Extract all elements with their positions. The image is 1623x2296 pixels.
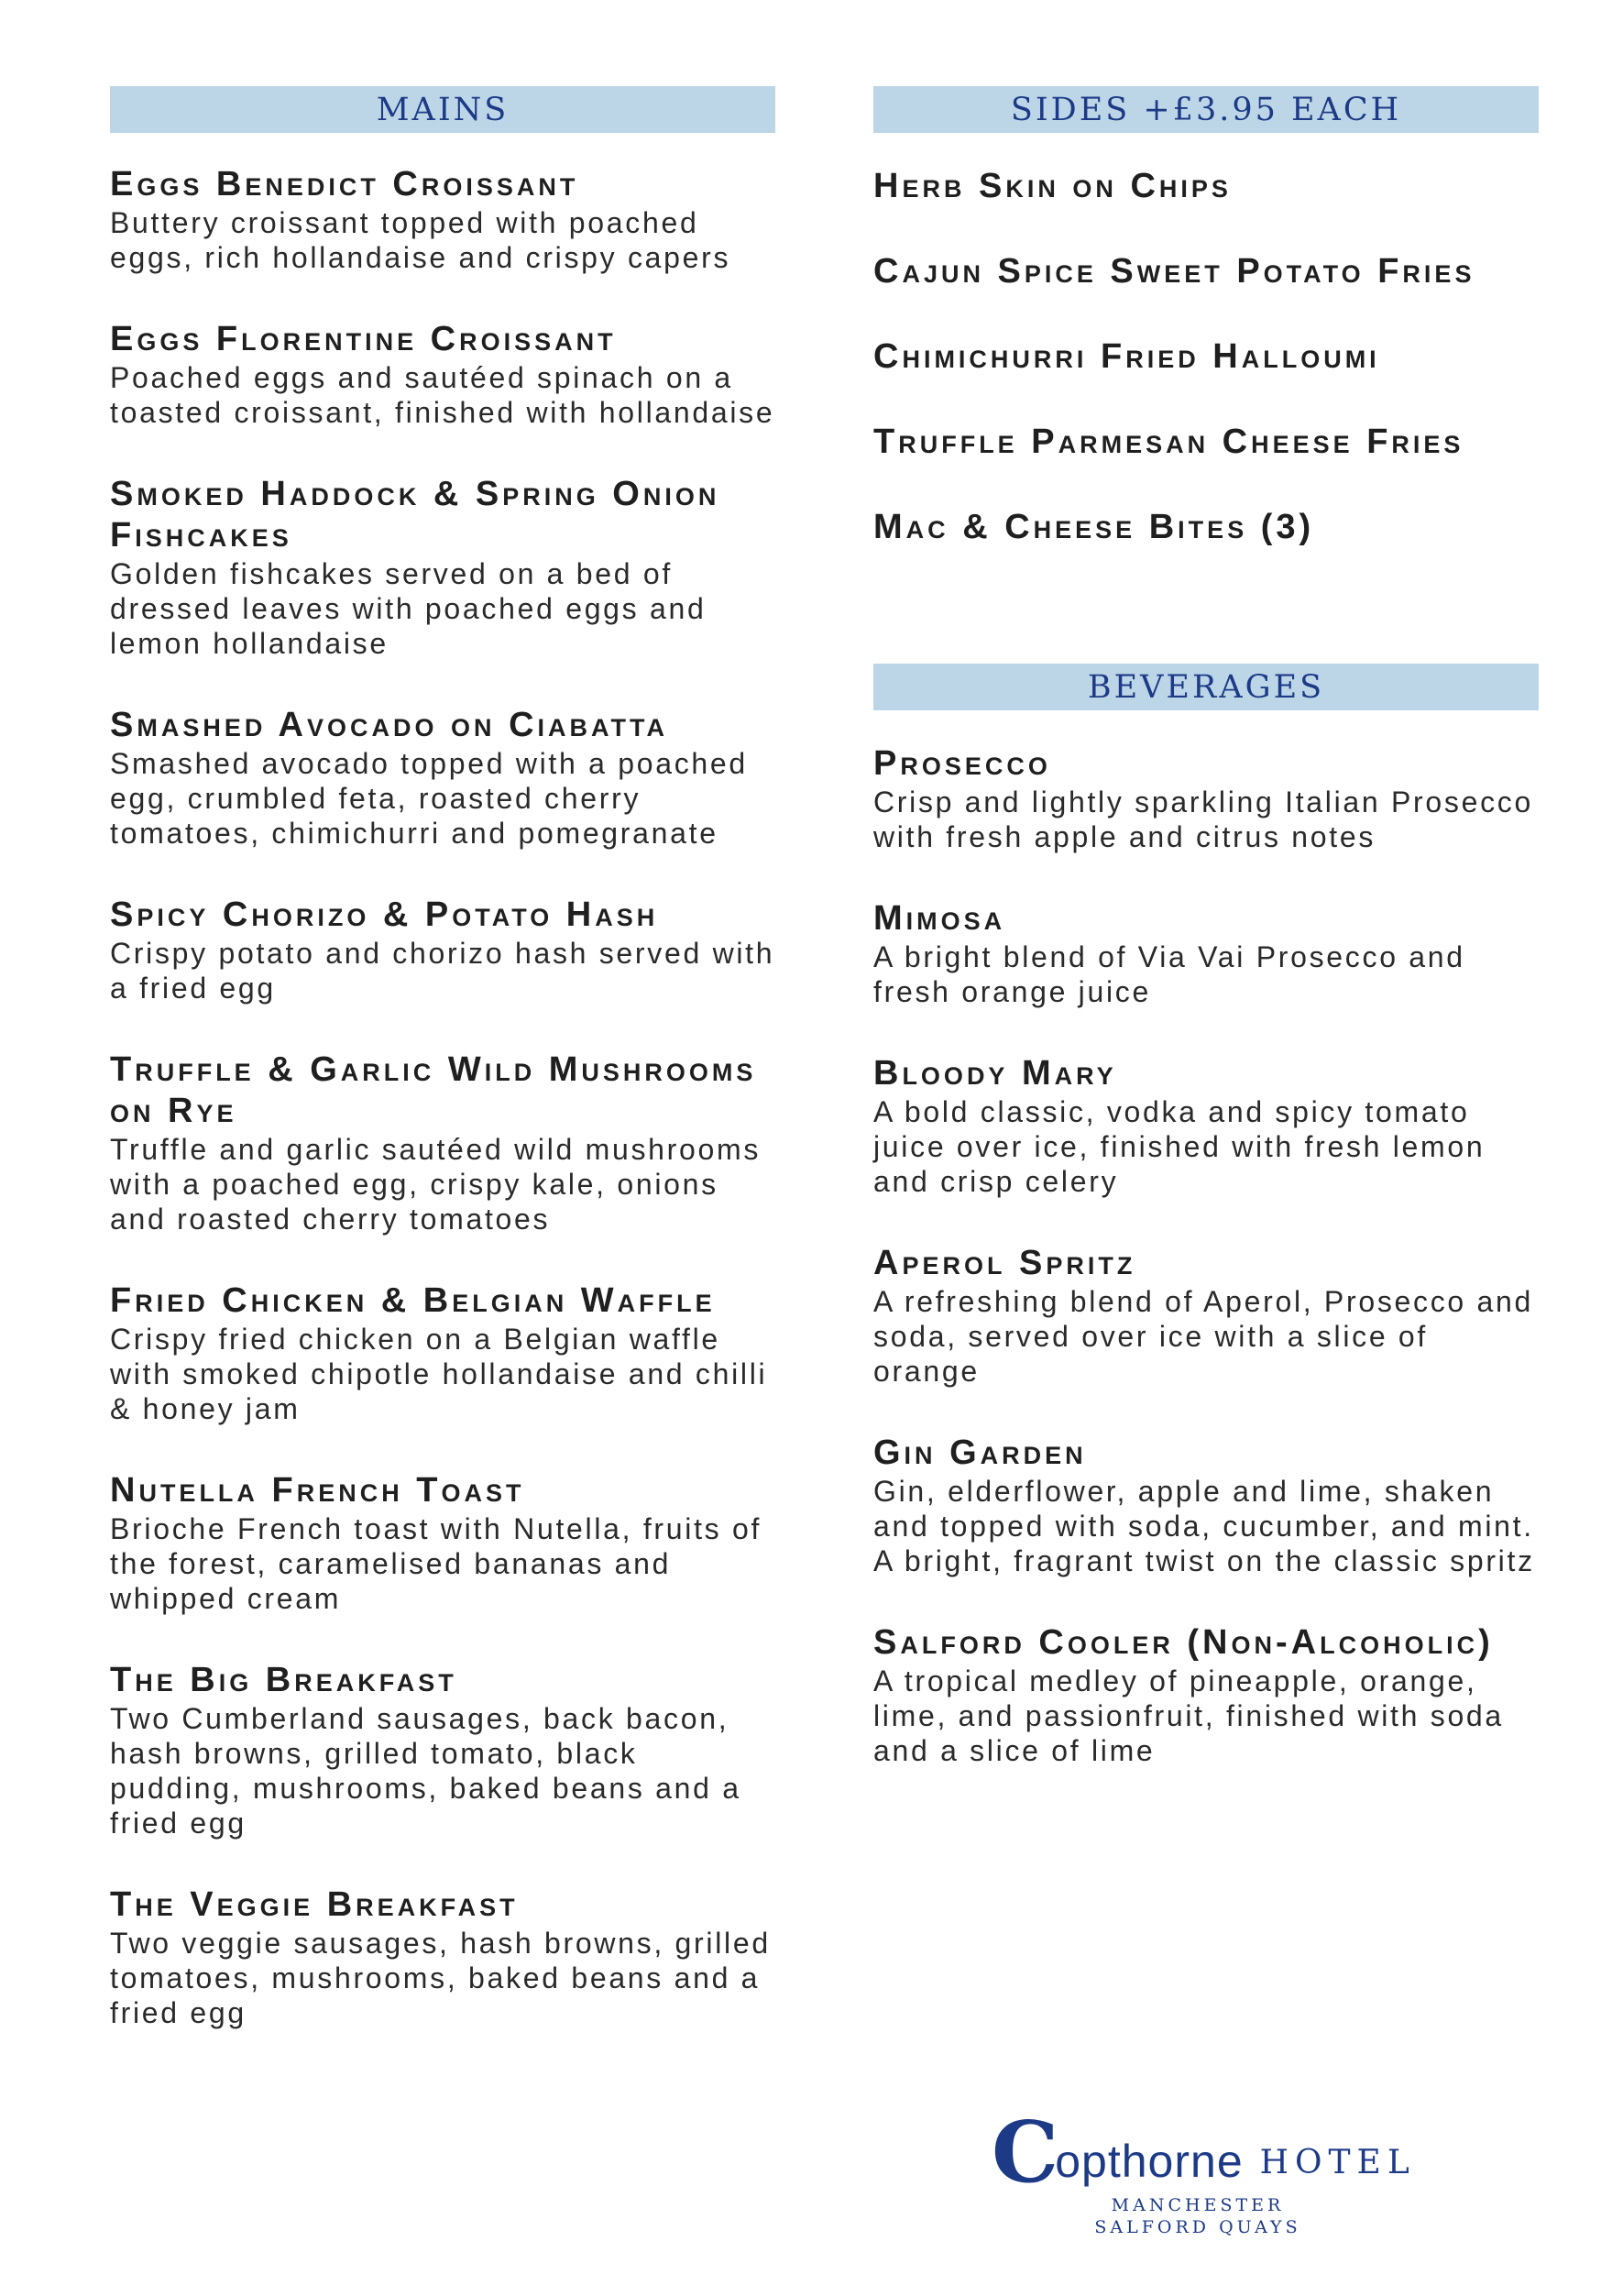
beverages-list (873, 743, 1539, 1768)
logo-hotel-text: HOTEL (1259, 2144, 1416, 2181)
menu-item-name: Fried Chicken & Belgian Waffle (110, 1281, 716, 1320)
beverage-item-description: A tropical medley of pineapple, orange, lime, and passionfruit, finished with soda and a slice of lime (873, 1664, 1504, 1767)
menu-item (110, 164, 775, 275)
logo-location-line-1: MANCHESTER (1111, 2195, 1285, 2215)
side-item-name: Chimichurri Fried Halloumi (873, 337, 1380, 376)
beverage-item-description: A bright blend of Via Vai Prosecco and fresh orange juice (873, 940, 1465, 1008)
side-item-name: Herb Skin on Chips (873, 167, 1232, 205)
side-item (873, 336, 1539, 378)
beverage-item-name: Bloody Mary (873, 1054, 1117, 1093)
menu-item-description: Two Cumberland sausages, back bacon, hash browns, grilled tomato, black pudding, mushrooms, baked beans and a fried egg (110, 1702, 741, 1840)
menu-item-name: Eggs Benedict Croissant (110, 165, 579, 203)
beverage-item-name: Salford Cooler (Non-Alcoholic) (873, 1623, 1494, 1662)
menu-item-description: Smashed avocado topped with a poached egg, crumbled feta, roasted cherry tomatoes, chimichurri and pomegranate (110, 747, 748, 850)
menu-item-name: The Veggie Breakfast (110, 1885, 519, 1924)
menu-item-name: Spicy Chorizo & Potato Hash (110, 895, 659, 934)
menu-item (110, 1049, 775, 1236)
beverage-item (873, 1622, 1539, 1768)
menu-item-description: Crispy fried chicken on a Belgian waffle with smoked chipotle hollandaise and chilli & honey jam (110, 1323, 768, 1425)
side-item (873, 422, 1539, 463)
beverage-item-name: Aperol Spritz (873, 1244, 1136, 1282)
menu-item-name: Nutella French Toast (110, 1471, 525, 1510)
beverage-item-name: Mimosa (873, 899, 1006, 938)
beverage-item-description: A refreshing blend of Aperol, Prosecco and soda, served over ice with a slice of orange (873, 1285, 1534, 1388)
beverage-item-name: Gin Garden (873, 1434, 1087, 1472)
mains-header: MAINS (110, 86, 775, 133)
beverage-item-name: Prosecco (873, 744, 1051, 783)
menu-item-description: Poached eggs and sautéed spinach on a toasted croissant, finished with hollandaise (110, 361, 775, 429)
menu-item (110, 474, 775, 661)
logo-wordmark (992, 2103, 1431, 2202)
menu-item-description: Crispy potato and chorizo hash served with a fried egg (110, 937, 775, 1005)
menu-item (110, 1280, 775, 1426)
menu-item (110, 1884, 775, 2030)
mains-column (110, 86, 775, 2074)
beverage-item-description: Gin, elderflower, apple and lime, shaken and topped with soda, cucumber, and mint. A bright, fragrant twist on the classic spritz (873, 1475, 1535, 1577)
side-item (873, 507, 1539, 548)
logo-location-line-2: SALFORD QUAYS (1094, 2217, 1301, 2237)
menu-item-description: Golden fishcakes served on a bed of dressed leaves with poached eggs and lemon hollandaise (110, 557, 707, 660)
beverage-item (873, 1433, 1539, 1578)
menu-item-description: Two veggie sausages, hash browns, grilled tomatoes, mushrooms, baked beans and a fried egg (110, 1927, 771, 2029)
menu-item (110, 1470, 775, 1616)
menu-item (110, 895, 775, 1005)
side-item-name: Truffle Parmesan Cheese Fries (873, 423, 1464, 461)
menu-item (110, 319, 775, 430)
menu-item-name: Smoked Haddock & Spring Onion Fishcakes (110, 475, 720, 555)
menu-item-description: Truffle and garlic sautéed wild mushrooms with a poached egg, crispy kale, onions and roasted cherry tomatoes (110, 1133, 762, 1236)
beverage-item (873, 1243, 1539, 1389)
menu-item-name: The Big Breakfast (110, 1661, 457, 1699)
logo-mark: C (992, 2103, 1059, 2202)
beverage-item (873, 898, 1539, 1009)
side-item (873, 251, 1539, 292)
menu-item (110, 705, 775, 851)
beverage-item-description: Crisp and lightly sparkling Italian Prosecco with fresh apple and citrus notes (873, 785, 1533, 853)
menu-item-name: Eggs Florentine Croissant (110, 320, 617, 358)
logo-name: opthorne (1055, 2136, 1244, 2187)
sides-list (873, 166, 1539, 548)
menu-item-name: Truffle & Garlic Wild Mushrooms on Rye (110, 1050, 757, 1130)
menu-item-description: Brioche French toast with Nutella, fruits of the forest, caramelised bananas and whipped cream (110, 1512, 762, 1615)
menu-item-name: Smashed Avocado on Ciabatta (110, 706, 668, 744)
beverage-item (873, 743, 1539, 854)
sides-header: SIDES +£3.95 EACH (873, 86, 1539, 133)
mains-list (110, 164, 775, 2030)
menu-item-description: Buttery croissant topped with poached eggs, rich hollandaise and crispy capers (110, 206, 731, 274)
side-item-name: Cajun Spice Sweet Potato Fries (873, 252, 1475, 291)
copthorne-logo (992, 2103, 1431, 2238)
side-item (873, 166, 1539, 207)
right-column (873, 86, 1539, 1812)
beverage-item (873, 1053, 1539, 1199)
beverage-item-description: A bold classic, vodka and spicy tomato juice over ice, finished with fresh lemon and crisp celery (873, 1095, 1486, 1198)
menu-item (110, 1660, 775, 1840)
beverages-header: BEVERAGES (873, 664, 1539, 710)
side-item-name: Mac & Cheese Bites (3) (873, 508, 1315, 546)
